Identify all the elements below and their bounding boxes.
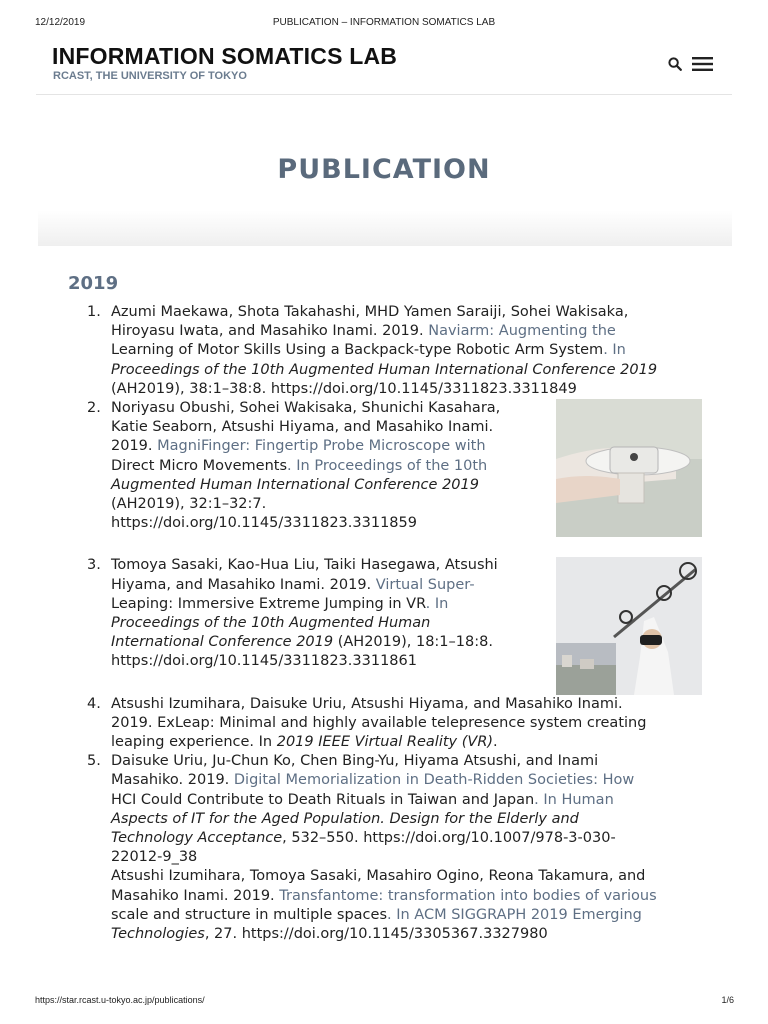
venue-text: Augmented Human International Conference 2019 (111, 476, 479, 493)
site-subtitle: RCAST, THE UNIVERSITY OF TOKYO (53, 70, 247, 82)
venue-text: 2019 IEEE Virtual Reality (VR) (276, 734, 494, 751)
venue-text: Proceedings of the 10th Augmented Human International Conference 2019 (111, 361, 658, 378)
print-page-number: 1/6 (721, 995, 734, 1005)
publication-item (87, 695, 701, 753)
publication-line: Technology Acceptance, 532–550. https://doi.org/10.1007/978-3-030- (111, 830, 616, 847)
year-heading: 2019 (68, 273, 119, 294)
print-footer (0, 995, 768, 1009)
venue-text: Aspects of IT for the Aged Population. Design for the Elderly and (111, 810, 579, 827)
publication-line: 2019. MagniFinger: Fingertip Probe Microscope with (111, 438, 486, 455)
publication-line: Leaping: Immersive Extreme Jumping in VR. In (111, 595, 449, 612)
publication-line: Tomoya Sasaki, Kao-Hua Liu, Taiki Hasegawa, Atsushi (111, 557, 498, 574)
publication-line: Azumi Maekawa, Shota Takahashi, MHD Yamen Saraiji, Sohei Wakisaka, (111, 304, 629, 320)
publication-title-link[interactable]: . In Proceedings of the 10th (287, 457, 488, 474)
publication-line: https://doi.org/10.1145/3311823.3311859 (111, 515, 417, 532)
title-band (38, 210, 732, 246)
publication-number: 4. (87, 695, 101, 712)
publication-line: Masahiko Inami. 2019. Transfantome: transformation into bodies of various (111, 887, 657, 904)
publication-title-link[interactable]: Digital Memorialization in Death-Ridden Societies: How (233, 772, 635, 789)
publication-line: Atsushi Izumihara, Daisuke Uriu, Atsushi Hiyama, and Masahiko Inami. (111, 695, 623, 712)
virtual-super-leaping-photo (556, 557, 702, 695)
publication-item (87, 303, 701, 399)
publication-line (111, 810, 701, 829)
publication-line: Atsushi Izumihara, Tomoya Sasaki, Masahiro Ogino, Reona Takamura, and (111, 868, 646, 885)
publication-line: https://doi.org/10.1145/3311823.3311861 (111, 653, 417, 670)
publication-line: Daisuke Uriu, Ju-Chun Ko, Chen Bing-Yu, Hiyama Atsushi, and Inami (111, 753, 599, 770)
publication-number: 1. (87, 304, 101, 320)
site-title[interactable]: INFORMATION SOMATICS LAB (52, 43, 398, 69)
publication-line: Learning of Motor Skills Using a Backpack-type Robotic Arm System. In (111, 342, 626, 359)
publication-line: 2019. ExLeap: Minimal and highly available telepresence system creating (111, 714, 647, 731)
search-icon[interactable] (668, 57, 682, 71)
publication-line: Katie Seaborn, Atsushi Hiyama, and Masahiko Inami. (111, 419, 494, 436)
publication-line (111, 361, 701, 380)
publication-title-link[interactable]: . In ACM SIGGRAPH 2019 Emerging (387, 906, 642, 923)
publication-title-link[interactable]: . In (603, 342, 626, 359)
publication-line: Masahiko. 2019. Digital Memorialization in Death-Ridden Societies: How (111, 772, 635, 789)
magnifinger-photo (556, 399, 702, 537)
publication-line: (AH2019), 38:1–38:8. https://doi.org/10.1145/3311823.3311849 (111, 380, 577, 397)
publication-line: Noriyasu Obushi, Sohei Wakisaka, Shunichi Kasahara, (111, 400, 501, 417)
header-actions (668, 55, 716, 73)
print-url: https://star.rcast.u-tokyo.ac.jp/publications/ (35, 995, 205, 1005)
publication-title-link[interactable]: . In (425, 595, 449, 612)
print-title: PUBLICATION – INFORMATION SOMATICS LAB (272, 17, 496, 28)
hamburger-menu-icon[interactable] (692, 56, 713, 72)
venue-text: Technologies (111, 926, 205, 943)
publication-line: 22012-9_38 (111, 849, 198, 866)
venue-text: Proceedings of the 10th Augmented Human (111, 615, 431, 632)
publication-number: 5. (87, 753, 101, 770)
publication-item (87, 752, 701, 944)
publication-line: leaping experience. In 2019 IEEE Virtual Reality (VR). (111, 734, 498, 751)
publication-number: 3. (87, 557, 101, 574)
publication-line: Hiroyasu Iwata, and Masahiko Inami. 2019. Naviarm: Augmenting the (111, 323, 616, 340)
site-header (36, 40, 732, 95)
page-title: PUBLICATION (277, 154, 491, 185)
publication-line: Technologies, 27. https://doi.org/10.1145/3305367.3327980 (111, 926, 548, 943)
publication-line: HCI Could Contribute to Death Rituals in Taiwan and Japan. In Human (111, 791, 614, 808)
publication-line: International Conference 2019 (AH2019), 18:1–18:8. (111, 634, 493, 651)
publication-title-link[interactable]: Naviarm: Augmenting the (428, 323, 616, 340)
publication-title-link[interactable]: Transfantome: transformation into bodies of various (279, 887, 657, 904)
publication-title-link[interactable]: . In Human (534, 791, 614, 808)
publication-line: Hiyama, and Masahiko Inami. 2019. Virtual Super- (111, 576, 475, 593)
publication-title-link[interactable]: Virtual Super- (375, 576, 475, 593)
publication-number: 2. (87, 400, 101, 417)
publication-title-link[interactable]: MagniFinger: Fingertip Probe Microscope with (157, 438, 486, 455)
publication-line: Direct Micro Movements. In Proceedings of the 10th (111, 457, 488, 474)
venue-text: Technology Acceptance (111, 830, 283, 847)
print-date: 12/12/2019 (35, 17, 86, 28)
venue-text: International Conference 2019 (111, 634, 334, 651)
publication-line: scale and structure in multiple spaces. In ACM SIGGRAPH 2019 Emerging (111, 906, 642, 923)
publication-line: (AH2019), 32:1–32:7. (111, 496, 267, 513)
print-header (0, 17, 768, 31)
